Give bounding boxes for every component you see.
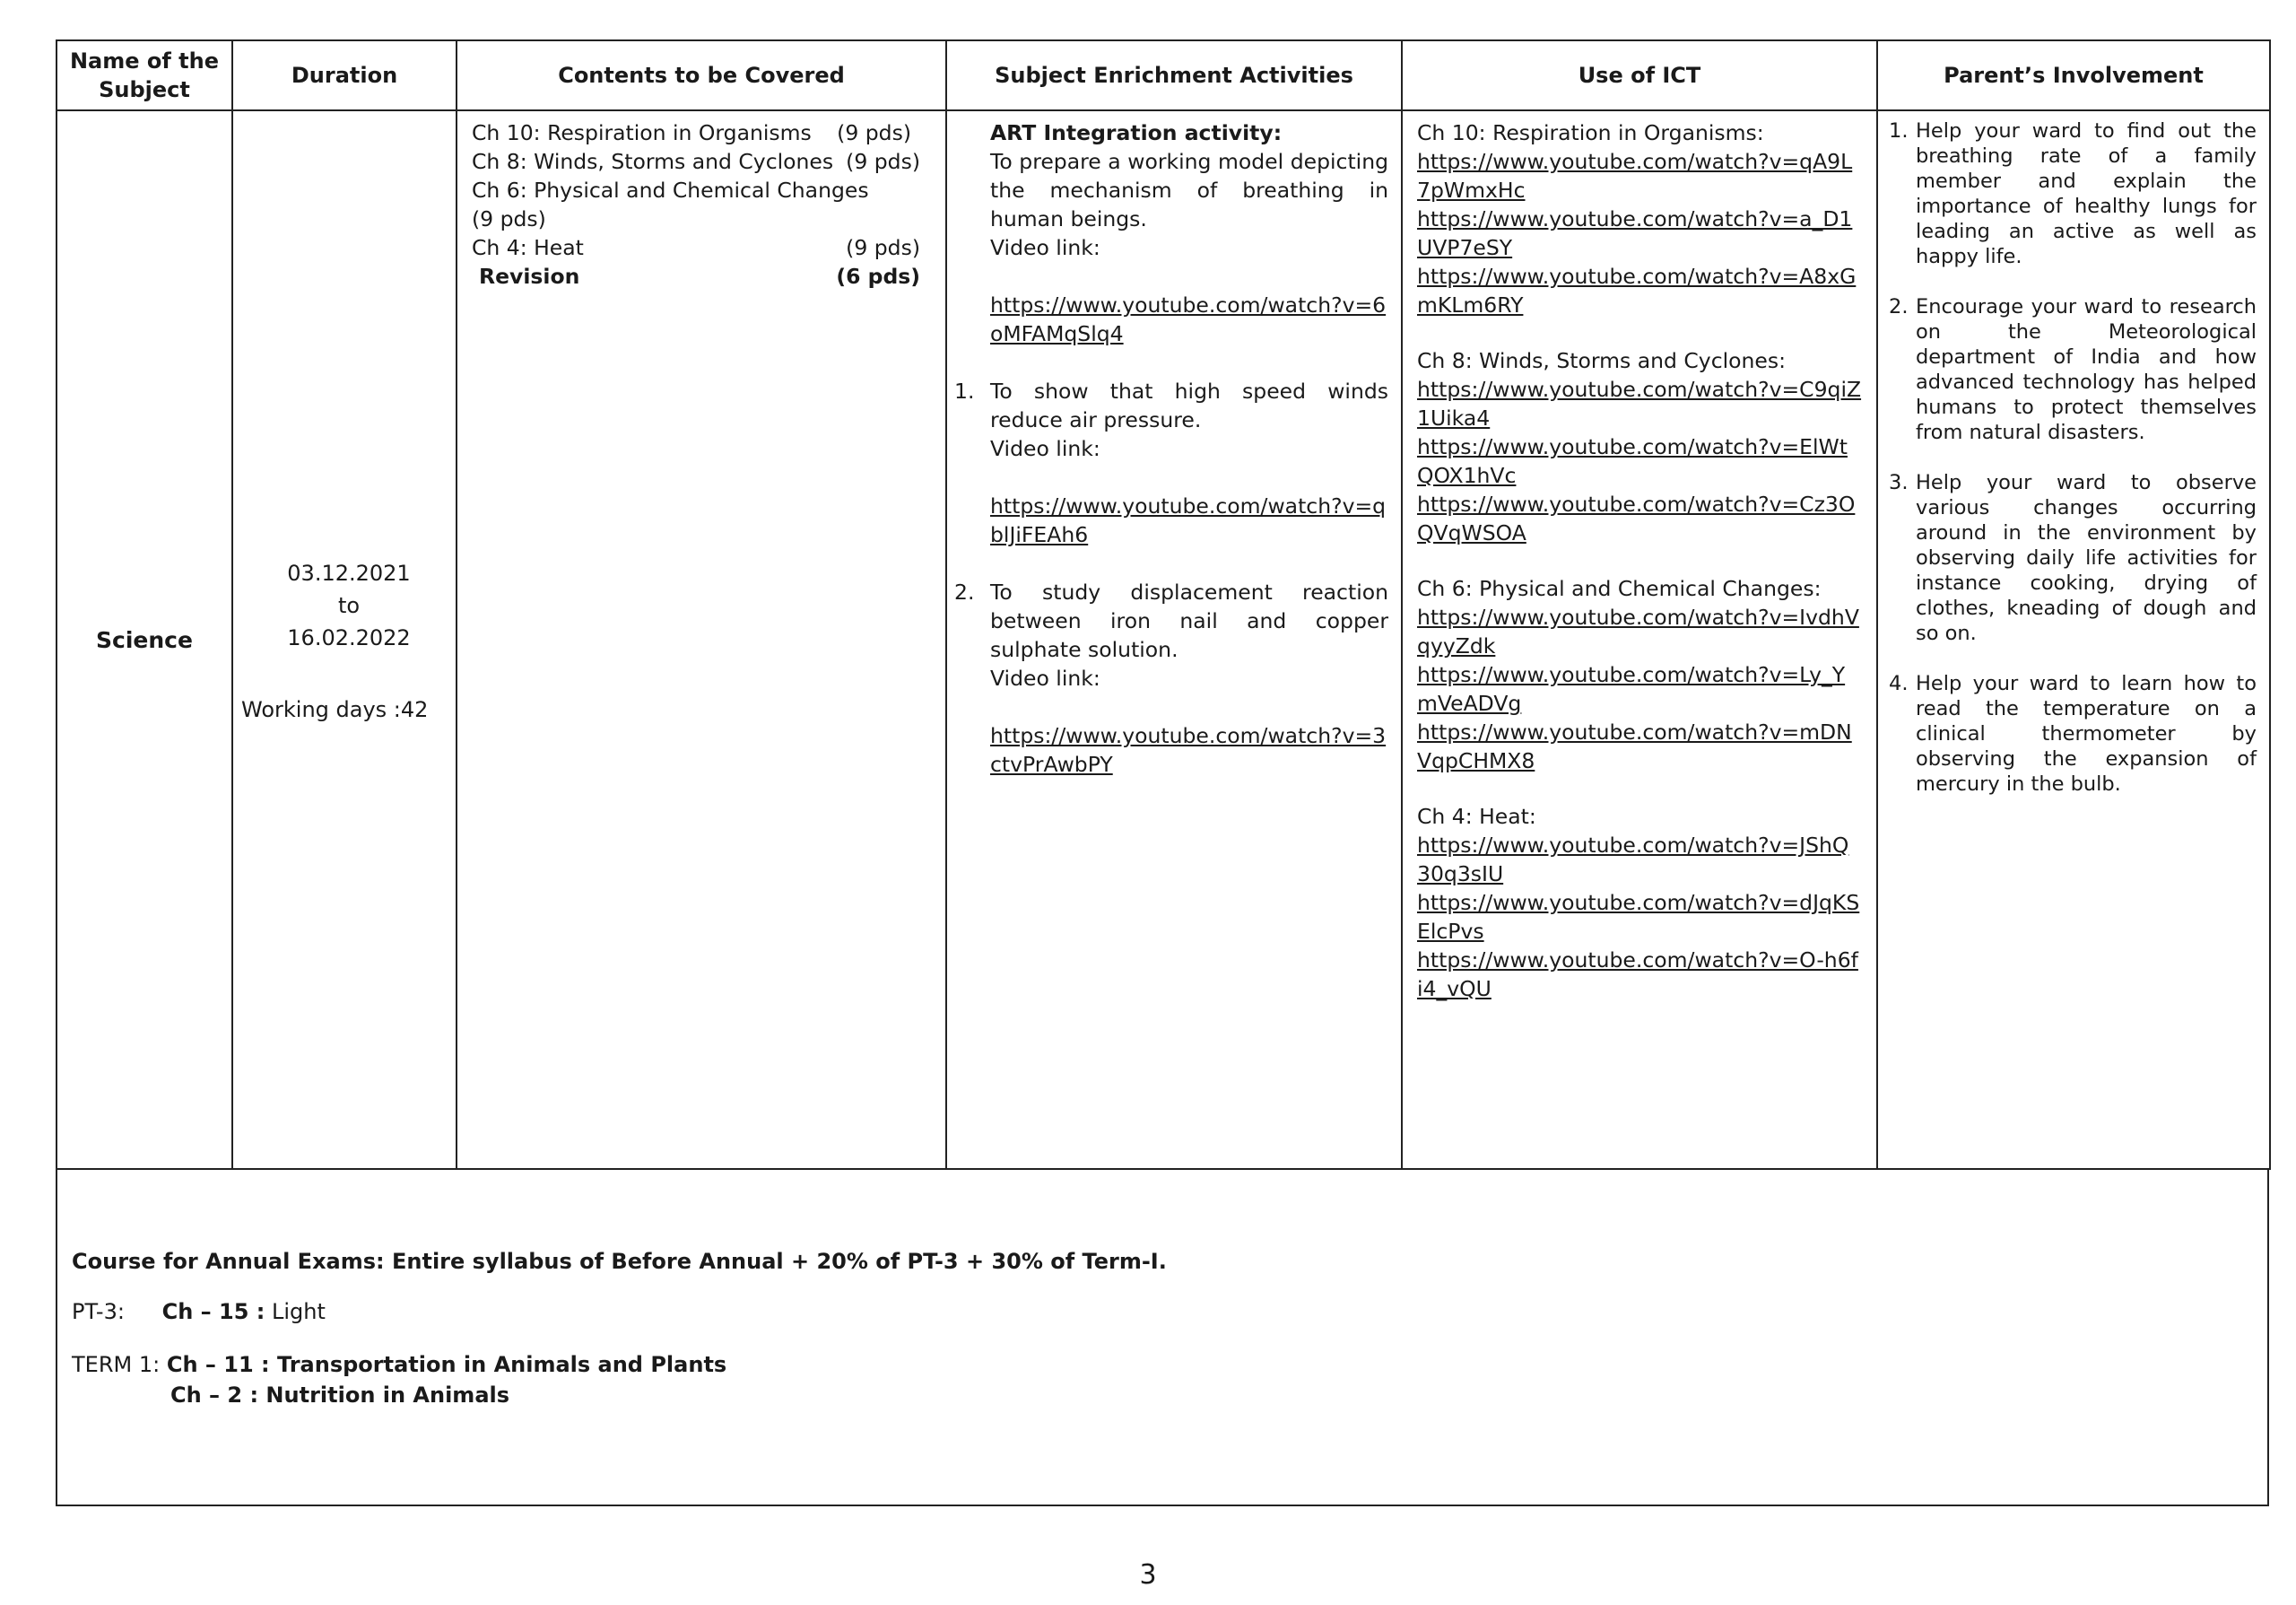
content-line: Ch 10: Respiration in Organisms (9 pds): [472, 120, 911, 145]
ict-link[interactable]: https://www.youtube.com/watch?v=a_D1UVP7eSY: [1417, 206, 1853, 260]
working-days: Working days :42: [241, 697, 429, 722]
course-box: [56, 1170, 2269, 1506]
ict-link[interactable]: https://www.youtube.com/watch?v=IvdhVqyyZdk: [1417, 605, 1859, 659]
header-enrichment: Subject Enrichment Activities: [946, 40, 1402, 110]
art-video-label: Video link:: [990, 235, 1100, 260]
ict-link[interactable]: https://www.youtube.com/watch?v=C9qiZ1Uika4: [1417, 377, 1862, 431]
ict-link[interactable]: https://www.youtube.com/watch?v=Cz3OQVqWSOA: [1417, 492, 1856, 545]
ict-group: Ch 4: Heat: https://www.youtube.com/watch?v=JShQ30q3sIU https://www.youtube.com/watch?v=dJqKSElcPvs https://www.youtube.com/watch?v=O-h6fi4_vQU: [1417, 802, 1862, 1003]
parent-item: 3. Help your ward to observe various changes occurring around in the environment by observing daily life activities for instance cooking, drying of clothes, kneading of dough and so on.: [1889, 471, 2257, 645]
ict-group: Ch 6: Physical and Chemical Changes: https://www.youtube.com/watch?v=IvdhVqyyZdk https://www.youtube.com/watch?v=Ly_YmVeADVg https://www.youtube.com/watch?v=mDNVqpCHMX8: [1417, 574, 1862, 775]
duration-to: 16.02.2022: [287, 625, 411, 650]
activity-video-link[interactable]: https://www.youtube.com/watch?v=qblJiFEAh6: [990, 493, 1387, 547]
art-video-link[interactable]: https://www.youtube.com/watch?v=6oMFAMqSlq4: [990, 292, 1387, 346]
syllabus-table: [56, 39, 2271, 1170]
revision-line: Revision (6 pds): [479, 264, 920, 289]
ict-link[interactable]: https://www.youtube.com/watch?v=mDNVqpCHMX8: [1417, 720, 1852, 773]
duration-from: 03.12.2021: [287, 561, 411, 586]
content-line: Ch 8: Winds, Storms and Cyclones (9 pds): [472, 149, 920, 174]
parent-item: 2. Encourage your ward to research on the Meteorological department of India and how advanced technology has helped humans to protect themselves from natural disasters.: [1889, 295, 2257, 444]
header-row: [57, 40, 2270, 110]
content-line: Ch 4: Heat (9 pds): [472, 235, 920, 260]
header-subject: Name of the Subject: [57, 40, 232, 110]
contents-cell: [457, 110, 946, 1169]
course-heading: Course for Annual Exams: Entire syllabus of Before Annual + 20% of PT-3 + 30% of Term-I.: [72, 1249, 1167, 1274]
ict-link[interactable]: https://www.youtube.com/watch?v=ElWtQOX1hVc: [1417, 434, 1848, 488]
science-row: [57, 110, 2270, 1169]
ict-link[interactable]: https://www.youtube.com/watch?v=dJqKSElcPvs: [1417, 890, 1860, 944]
ict-group: Ch 10: Respiration in Organisms: https://www.youtube.com/watch?v=qA9L7pWmxHc https://www.youtube.com/watch?v=a_D1UVP7eSY https://www.youtube.com/watch?v=A8xGmKLm6RY: [1417, 118, 1862, 319]
header-ict: Use of ICT: [1402, 40, 1877, 110]
ict-link[interactable]: https://www.youtube.com/watch?v=JShQ30q3sIU: [1417, 833, 1849, 886]
subject-cell: Science: [57, 110, 232, 1169]
header-parents: Parent’s Involvement: [1877, 40, 2270, 110]
ict-link[interactable]: https://www.youtube.com/watch?v=qA9L7pWmxHc: [1417, 149, 1853, 203]
content-line: Ch 6: Physical and Chemical Changes: [472, 178, 869, 203]
page-number: 3: [1139, 1559, 1157, 1591]
activity-item: 2. To study displacement reaction between iron nail and copper sulphate solution. Video link: https://www.youtube.com/watch?v=3ctvPrAwbPY: [954, 580, 1388, 777]
activity-video-link[interactable]: https://www.youtube.com/watch?v=3ctvPrAwbPY: [990, 723, 1387, 777]
pt3-line: PT-3: Ch – 15 : Light: [72, 1299, 326, 1324]
parents-cell: [1877, 110, 2270, 1169]
ict-group: Ch 8: Winds, Storms and Cyclones: https://www.youtube.com/watch?v=C9qiZ1Uika4 https://www.youtube.com/watch?v=ElWtQOX1hVc https://www.youtube.com/watch?v=Cz3OQVqWSOA: [1417, 348, 1862, 545]
art-title: ART Integration activity:: [990, 120, 1283, 145]
ict-link[interactable]: https://www.youtube.com/watch?v=O-h6fi4_vQU: [1417, 947, 1858, 1001]
enrichment-cell: [946, 110, 1402, 1169]
art-description: To prepare a working model depicting the mechanism of breathing in human beings.: [990, 149, 1388, 231]
ict-cell: [1402, 110, 1877, 1169]
content-line: (9 pds): [472, 206, 546, 231]
ict-link[interactable]: https://www.youtube.com/watch?v=Ly_YmVeADVg: [1417, 662, 1846, 716]
parent-item: 4. Help your ward to learn how to read the temperature on a clinical thermometer by observing the expansion of mercury in the bulb.: [1889, 672, 2257, 796]
activity-item: 1. To show that high speed winds reduce air pressure. Video link: https://www.youtube.com/watch?v=qblJiFEAh6: [954, 379, 1388, 547]
duration-cell: [232, 110, 457, 1169]
header-contents: Contents to be Covered: [457, 40, 946, 110]
term1-block: TERM 1: Ch – 11 : Transportation in Animals and Plants Ch – 2 : Nutrition in Animals: [72, 1352, 727, 1408]
ict-link[interactable]: https://www.youtube.com/watch?v=A8xGmKLm6RY: [1417, 264, 1857, 318]
duration-to-word: to: [337, 593, 361, 618]
parent-item: 1. Help your ward to find out the breathing rate of a family member and explain the importance of healthy lungs for leading an active as well as happy life.: [1889, 119, 2257, 268]
header-duration: Duration: [232, 40, 457, 110]
syllabus-sheet: [56, 39, 2269, 1506]
